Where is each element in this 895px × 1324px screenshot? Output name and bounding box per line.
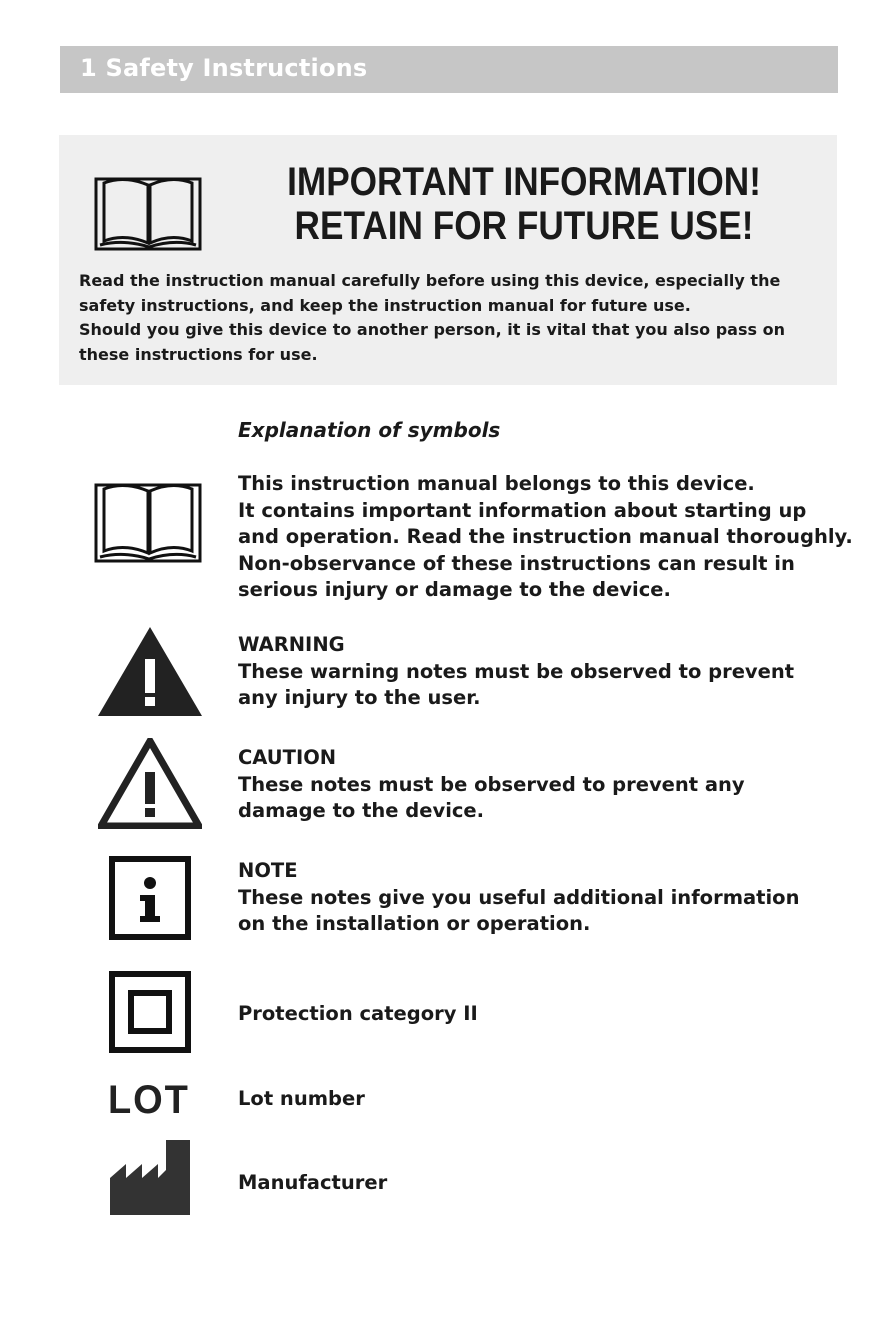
warning-symbol-text [238,632,794,712]
caution-text-line: damage to the device. [238,799,485,822]
intro-text [79,269,834,367]
lot-icon: LOT [108,1078,190,1122]
intro-line: Read the instruction manual carefully before using this device, especially the [79,271,781,290]
info-icon [109,856,191,940]
manual-text-line: This instruction manual belongs to this device. [238,472,755,495]
factory-icon [110,1140,190,1215]
caution-outline-icon [98,738,202,829]
protection-symbol-text: Protection category II [238,1002,478,1025]
manual-text-line: serious injury or damage to the device. [238,578,671,601]
caution-label: CAUTION [238,746,337,769]
headline-line-2: RETAIN FOR FUTURE USE! [294,204,754,248]
important-info-box [59,135,837,385]
intro-line: safety instructions, and keep the instruction manual for future use. [79,295,691,315]
caution-symbol-text [238,745,745,825]
section-header [60,46,838,93]
manufacturer-symbol-text: Manufacturer [238,1171,388,1194]
lot-symbol-text: Lot number [238,1087,365,1110]
warning-text-line: These warning notes must be observed to prevent [238,659,795,683]
book-icon [94,479,204,565]
warning-label: WARNING [238,633,345,656]
section-title: 1 Safety Instructions [80,54,368,82]
caution-text-line: These notes must be observed to prevent any [238,772,745,796]
note-symbol-text [238,858,799,938]
manual-symbol-text [238,471,853,604]
warning-filled-icon [98,627,202,717]
important-headline [256,160,793,248]
intro-line: Should you give this device to another person, it is vital that you also pass on [79,320,785,339]
book-icon [94,173,204,253]
symbols-title: Explanation of symbols [238,418,501,442]
note-text-line: on the installation or operation. [238,912,591,935]
note-text-line: These notes give you useful additional information [238,885,800,909]
manual-text-line: It contains important information about starting up [238,498,807,522]
manual-text-line: Non-observance of these instructions can result in [238,551,795,575]
headline-line-1: IMPORTANT INFORMATION! [287,160,761,204]
manual-text-line: and operation. Read the instruction manual thoroughly. [238,525,853,548]
intro-line: these instructions for use. [79,344,318,364]
note-label: NOTE [238,859,298,882]
double-square-icon [109,971,191,1053]
warning-text-line: any injury to the user. [238,686,481,709]
